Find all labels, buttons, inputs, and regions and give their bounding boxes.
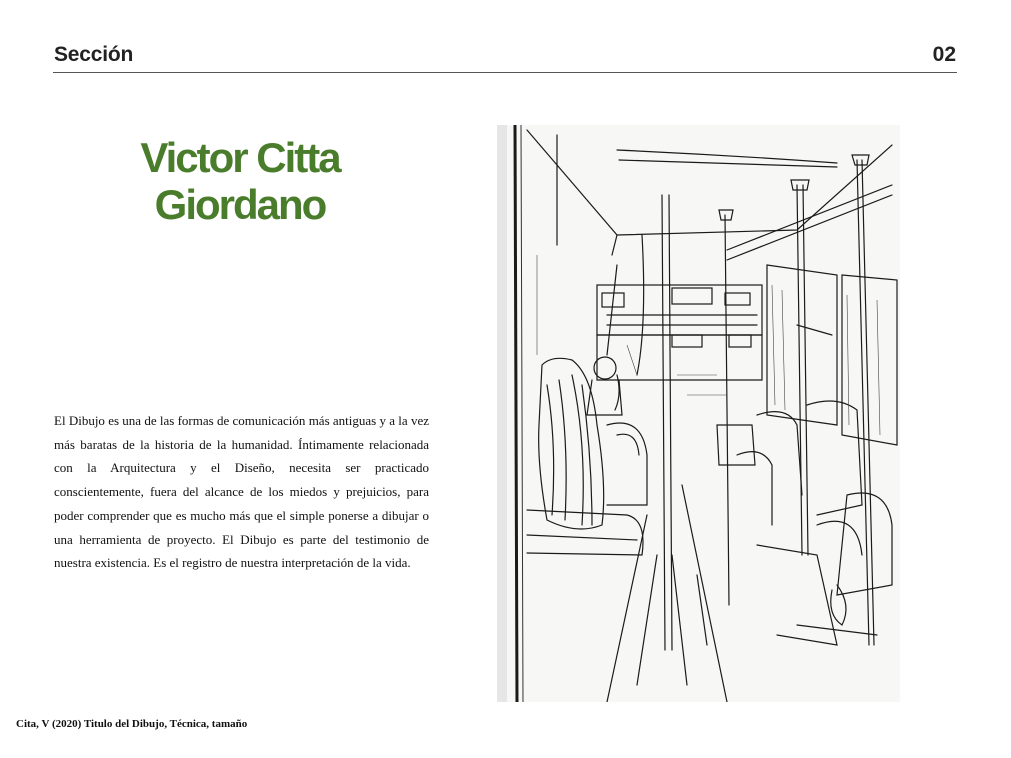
figure-caption: Cita, V (2020) Titulo del Dibujo, Técnica, tamaño xyxy=(16,718,248,730)
body-paragraph: El Dibujo es una de las formas de comunicación más antiguas y a la vez más baratas de la historia de la humanidad. Íntimamente relacionada con la Arquitectura y el Diseño, necesita ser practicado conscientemente, fuera del alcance de los miedos y prejuicios, para poder comprender que es mucho más que el simple ponerse a dibujar o una herramienta de proyecto. El Dibujo es parte del testimonio de nuestra existencia. Es el registro de nuestra interpretación de la vida. xyxy=(54,413,429,571)
bus-interior-sketch-icon xyxy=(497,125,900,702)
header-divider xyxy=(53,72,957,73)
author-name: Victor Citta Giordano xyxy=(140,134,340,228)
sketch-image xyxy=(497,125,900,702)
section-title: Sección xyxy=(54,43,134,66)
page-number: 02 xyxy=(932,43,956,66)
